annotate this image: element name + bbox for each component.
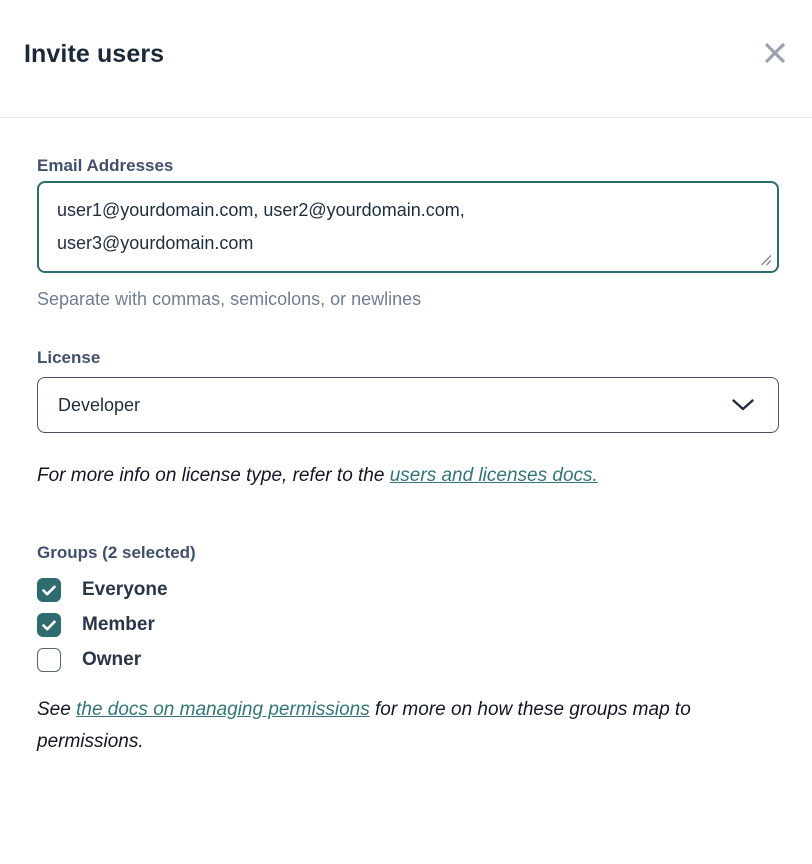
group-option-owner[interactable] <box>37 648 141 672</box>
email-textarea-wrap <box>37 181 779 273</box>
chevron-down-icon <box>732 399 754 411</box>
group-option-everyone[interactable] <box>37 578 168 602</box>
license-note <box>37 460 779 492</box>
checkmark-icon <box>42 585 56 596</box>
groups-note-prefix: See <box>37 699 77 720</box>
license-section <box>37 347 779 492</box>
email-section <box>37 155 779 311</box>
email-addresses-label: Email Addresses <box>37 156 174 175</box>
license-select[interactable] <box>37 377 779 433</box>
users-licenses-docs-link[interactable]: users and licenses docs. <box>389 465 598 486</box>
owner-checkbox[interactable] <box>37 648 61 672</box>
group-option-label: Member <box>82 614 155 635</box>
close-button[interactable] <box>760 38 790 68</box>
page-title: Invite users <box>24 40 165 68</box>
group-option-label: Everyone <box>82 579 168 600</box>
groups-section <box>37 542 779 758</box>
group-options <box>37 578 779 672</box>
group-option-label: Owner <box>82 649 142 670</box>
groups-note-suffix: for more on how these groups map to permissions. <box>37 699 691 752</box>
groups-label: Groups (2 selected) <box>37 543 196 562</box>
license-selected-value: Developer <box>58 394 141 415</box>
modal-body <box>0 118 812 758</box>
license-label: License <box>37 348 101 367</box>
modal-header <box>0 0 812 118</box>
member-checkbox[interactable] <box>37 613 61 637</box>
groups-note <box>37 694 779 758</box>
email-addresses-input[interactable] <box>37 181 779 273</box>
managing-permissions-docs-link[interactable]: the docs on managing permissions <box>76 699 370 720</box>
everyone-checkbox[interactable] <box>37 578 61 602</box>
close-icon <box>762 40 788 66</box>
checkmark-icon <box>42 620 56 631</box>
group-option-member[interactable] <box>37 613 155 637</box>
license-note-text: For more info on license type, refer to the <box>37 465 390 486</box>
email-helper-text: Separate with commas, semicolons, or newlines <box>37 289 422 309</box>
